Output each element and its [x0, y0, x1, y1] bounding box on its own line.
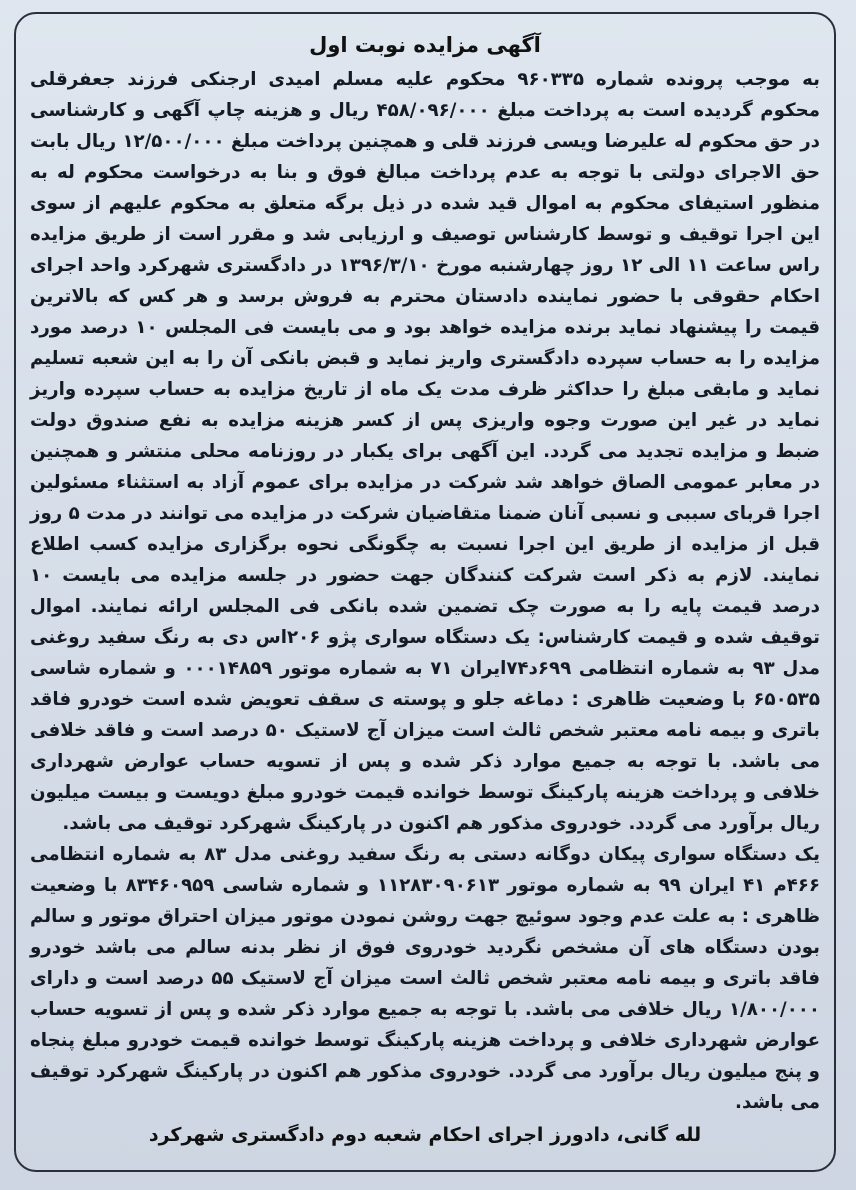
notice-signature: لله گانی، دادورز اجرای احکام شعبه دوم دادگستری شهرکرد [148, 1124, 702, 1146]
notice-paragraph-1: به موجب پرونده شماره ۹۶۰۳۳۵ محکوم علیه مسلم امیدی ارجنکی فرزند جعفرقلی محکوم گردیده است به پرداخت مبلغ ۴۵۸/۰۹۶/۰۰۰ ریال و هزینه چاپ آگهی و کارشناسی در حق محکوم له علیرضا ویسی فرزند قلی و همچنین پرداخت مبلغ ۱۲/۵۰۰/۰۰۰ ریال بابت حق الاجرای دولتی با توجه به عدم پرداخت مبالغ فوق و بنا به درخواست محکوم له به منظور استیفای محکوم به اموال قید شده در ذیل برگه متعلق به محکوم علیهم از سوی این اجرا توقیف و توسط کارشناس توصیف و ارزیابی شد و مقرر است از طریق مزایده راس ساعت ۱۱ الی ۱۲ روز چهارشنبه مورخ ۱۳۹۶/۳/۱۰ در دادگستری شهرکرد واحد اجرای احکام حقوقی با حضور نماینده دادستان محترم به فروش برسد و هر کس که بالاترین قیمت را پیشنهاد نماید برنده مزایده خواهد بود و می بایست فی المجلس ۱۰ درصد مورد مزایده را به حساب سپرده دادگستری واریز نماید و قبض بانکی آن را به این شعبه تسلیم نماید و مابقی مبلغ را حداکثر ظرف مدت یک ماه از تاریخ مزایده به حساب سپرده واریز نماید در غیر این صورت وجوه واریزی پس از کسر هزینه مزایده به نفع صندوق دولت ضبط و مزایده تجدید می گردد. این آگهی برای یکبار در روزنامه محلی منتشر و همچنین در معابر عمومی الصاق خواهد شد شرکت در مزایده برای عموم آزاد به استثناء مسئولین اجرا قربای سببی و نسبی آنان ضمنا متقاضیان شرکت در مزایده می توانند در مدت ۵ روز قبل از مزایده از طریق این اجرا نسبت به چگونگی نحوه برگزاری مزایده کسب اطلاع نمایند. لازم به ذکر است شرکت کنندگان جهت حضور در جلسه مزایده می بایست ۱۰ درصد قیمت پایه را به صورت چک تضمین شده بانکی فی المجلس ارائه نمایند. اموال توقیف شده و قیمت کارشناس: یک دستگاه سواری پژو ۲۰۶اس دی به رنگ سفید روغنی مدل ۹۳ به شماره انتظامی ۶۹۹د۷۴ایران ۷۱ به شماره موتور ۰۰۰۱۴۸۵۹ و شماره شاسی ۶۵۰۵۳۵ با وضعیت ظاهری : دماغه جلو و پوسته ی سقف تعویض شده است خودرو فاقد باتری و بیمه نامه معتبر شخص ثالث است میزان آج لاستیک ۵۰ درصد است و فاقد خلافی می باشد. با توجه به جمیع موارد ذکر شده و پس از تسویه حساب عوارض شهرداری خلافی و پرداخت هزینه پارکینگ توسط خوانده قیمت خودرو مبلغ دویست و بیست میلیون ریال برآورد می گردد. خودروی مذکور هم اکنون در پارکینگ شهرکرد توقیف می باشد. [30, 69, 821, 834]
notice-paragraph-2: یک دستگاه سواری پیکان دوگانه دستی به رنگ سفید روغنی مدل ۸۳ به شماره انتظامی ۴۶۶م ۴۱ ایران ۹۹ به شماره موتور ۱۱۲۸۳۰۹۰۶۱۳ و شماره شاسی ۸۳۴۶۰۹۵۹ با وضعیت ظاهری : به علت عدم وجود سوئیچ جهت روشن نمودن موتور میزان احتراق موتور و سالم بودن دستگاه های آن مشخص نگردید خودروی فوق از نظر بدنه سالم می باشد خودرو فاقد باتری و بیمه نامه معتبر شخص ثالث است میزان آج لاستیک ۵۵ درصد است و دارای ۱/۸۰۰/۰۰۰ ریال خلافی می باشد. با توجه به جمیع موارد ذکر شده و پس از تسویه حساب عوارض شهرداری خلافی و پرداخت هزینه پارکینگ توسط خوانده قیمت خودرو مبلغ پنجاه و پنج میلیون ریال برآورد می گردد. خودروی مذکور هم اکنون در پارکینگ شهرکرد توقیف می باشد. [30, 844, 820, 1113]
notice-title: آگهی مزایده نوبت اول [309, 33, 541, 57]
notice-frame [14, 12, 836, 1172]
notice-body [30, 64, 820, 1118]
